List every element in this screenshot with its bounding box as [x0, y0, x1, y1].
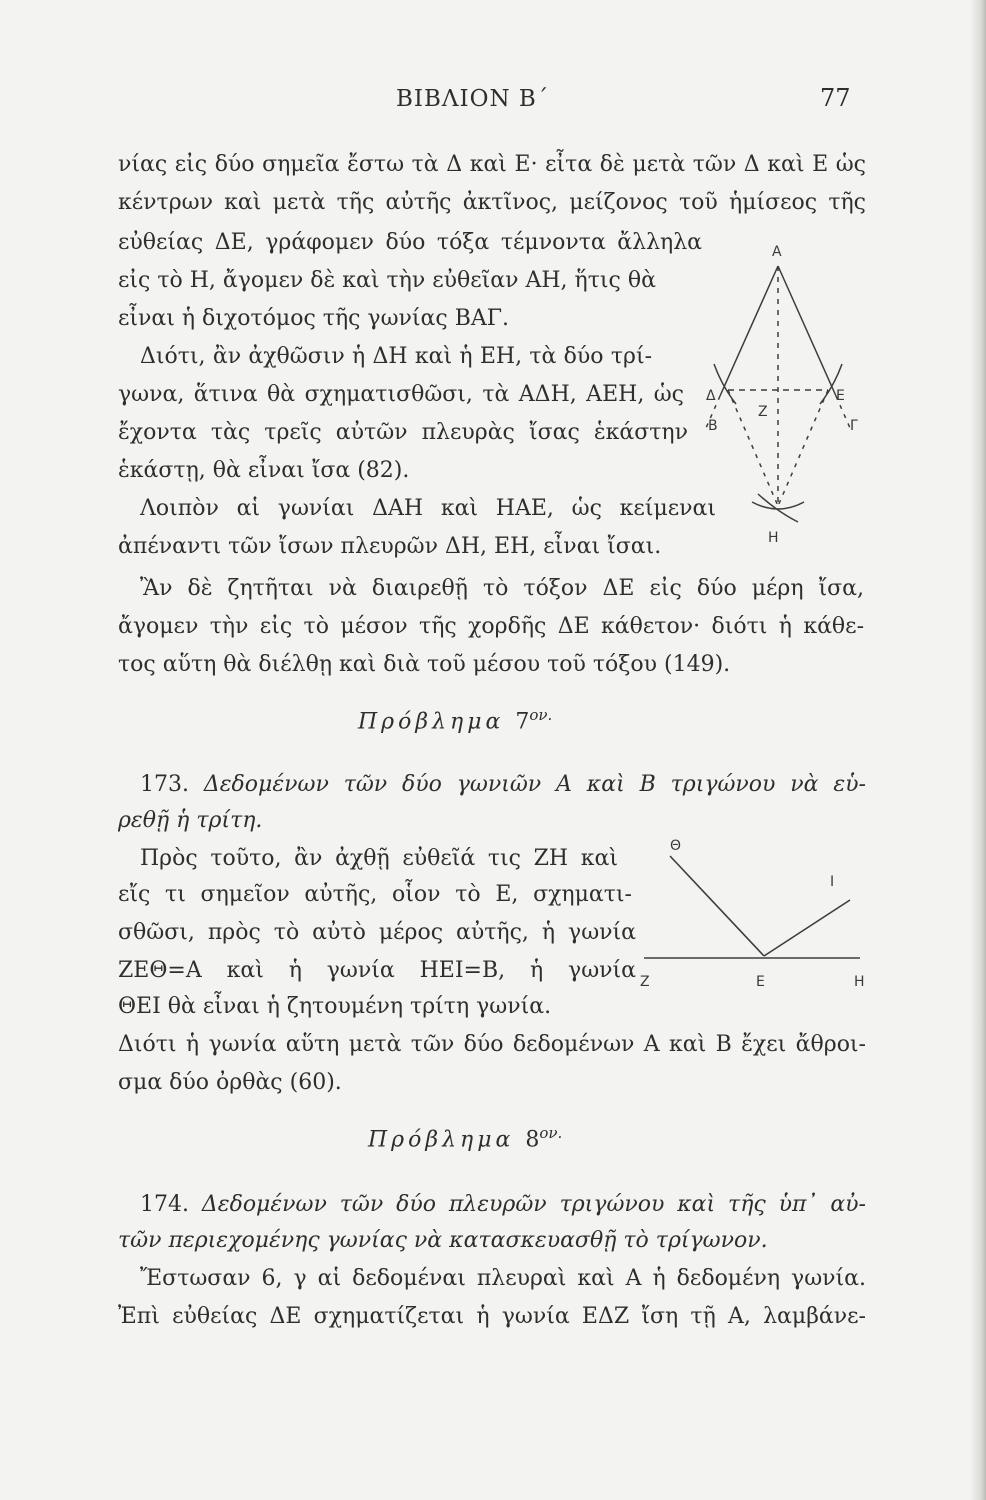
text-line: σθῶσι, πρὸς τὸ αὐτὸ μέρος αὐτῆς, ἡ γωνία [118, 920, 636, 945]
text-line: εἰς τὸ Η, ἄγομεν δὲ καὶ τὴν εὐθεῖαν ΑΗ, ἥτις θὰ [118, 268, 656, 293]
figure1-label: Β [708, 418, 718, 434]
problem-7-statement: 173. Δεδομένων τῶν δύο γωνιῶν Α καὶ Β τριγώνου νὰ εὑ- [140, 772, 866, 797]
text-line: εἶναι ἡ διχοτόμος τῆς γωνίας ΒΑΓ. [118, 306, 510, 331]
figure1-label: Ε [836, 388, 845, 404]
running-header: ΒΙΒΛΙΟΝ Β΄ [396, 86, 550, 112]
figure2-label: Η [854, 974, 865, 990]
text-line: κέντρων καὶ μετὰ τῆς αὐτῆς ἀκτῖνος, μείζονος τοῦ ἡμίσεος τῆς [118, 190, 866, 215]
text-line: ΖΕΘ=Α καὶ ἡ γωνία ΗΕΙ=Β, ἡ γωνία [118, 958, 636, 983]
text-line: εἴς τι σημεῖον αὐτῆς, οἷον τὸ Ε, σχηματι- [118, 882, 632, 907]
figure1-label: Γ [850, 418, 858, 434]
text-line: σμα δύο ὀρθὰς (60). [118, 1070, 342, 1095]
problem-8-statement: τῶν περιεχομένης γωνίας νὰ κατασκευασθῇ τὸ τρίγωνον. [118, 1228, 768, 1253]
text-line: ἀπέναντι τῶν ἴσων πλευρῶν ΔΗ, ΕΗ, εἶναι ἴσαι. [118, 534, 662, 559]
problem-8-statement: 174. Δεδομένων τῶν δύο πλευρῶν τριγώνου καὶ τῆς ὑπ᾽ αὐ- [140, 1192, 866, 1217]
figure2-label: Ε [756, 974, 765, 990]
problem-7-heading: Πρόβλημα $7^{o\nu.}$ [358, 706, 553, 735]
figure2-label: Θ [670, 838, 682, 854]
figure-angle-bisector [700, 236, 870, 556]
figure2-label: Ζ [640, 974, 650, 990]
text-line: Ἔστωσαν 6, γ αἱ δεδομέναι πλευραὶ καὶ Α ἡ δεδομένη γωνία. [140, 1266, 866, 1291]
text-line: ἑκάστῃ, θὰ εἶναι ἴσα (82). [118, 458, 410, 483]
text-line: ἔχοντα τὰς τρεῖς αὐτῶν πλευρὰς ἴσας ἑκάστην [118, 420, 688, 445]
text-line: ΘΕΙ θὰ εἶναι ἡ ζητουμένη τρίτη γωνία. [118, 994, 552, 1019]
text-line: Πρὸς τοῦτο, ἂν ἀχθῇ εὐθεῖά τις ΖΗ καὶ [140, 846, 618, 871]
figure1-label: Η [768, 530, 779, 546]
text-line: γωνα, ἅτινα θὰ σχηματισθῶσι, τὰ ΑΔΗ, ΑΕΗ, ὡς [118, 382, 684, 407]
figure1-label: Δ [706, 388, 716, 404]
text-line: Ἐπὶ εὐθείας ΔΕ σχηματίζεται ἡ γωνία ΕΔΖ ἴση τῇ Α, λαμβάνε- [118, 1304, 866, 1329]
figure1-label: Ζ [758, 404, 768, 420]
text-line: Διότι ἡ γωνία αὕτη μετὰ τῶν δύο δεδομένων Α καὶ Β ἔχει ἄθροι- [118, 1032, 866, 1057]
figure-third-angle [640, 826, 876, 1006]
page-number: 77 [820, 84, 851, 112]
figure1-label: Α [772, 244, 782, 260]
page-edge-shadow [970, 0, 986, 1500]
text-line: τος αὕτη θὰ διέλθῃ καὶ διὰ τοῦ μέσου τοῦ τόξου (149). [118, 652, 731, 677]
text-line: ἄγομεν τὴν εἰς τὸ μέσον τῆς χορδῆς ΔΕ κάθετον· διότι ἡ κάθε- [118, 614, 864, 639]
text-line: Ἂν δὲ ζητῆται νὰ διαιρεθῇ τὸ τόξον ΔΕ εἰς δύο μέρη ἴσα, [140, 576, 864, 601]
text-line: Λοιπὸν αἱ γωνίαι ΔΑΗ καὶ ΗΑΕ, ὡς κείμεναι [140, 496, 716, 521]
problem-7-statement: ρεθῇ ἡ τρίτη. [118, 808, 263, 833]
figure2-label: Ι [830, 874, 835, 890]
text-line: νίας εἰς δύο σημεῖα ἔστω τὰ Δ καὶ Ε· εἶτα δὲ μετὰ τῶν Δ καὶ Ε ὡς [118, 152, 866, 177]
text-line: Διότι, ἂν ἀχθῶσιν ἡ ΔΗ καὶ ἡ ΕΗ, τὰ δύο τρί- [140, 344, 652, 369]
problem-8-heading: Πρόβλημα $8^{o\nu.}$ [368, 1124, 563, 1153]
text-line: εὐθείας ΔΕ, γράφομεν δύο τόξα τέμνοντα ἄλληλα [118, 230, 702, 255]
